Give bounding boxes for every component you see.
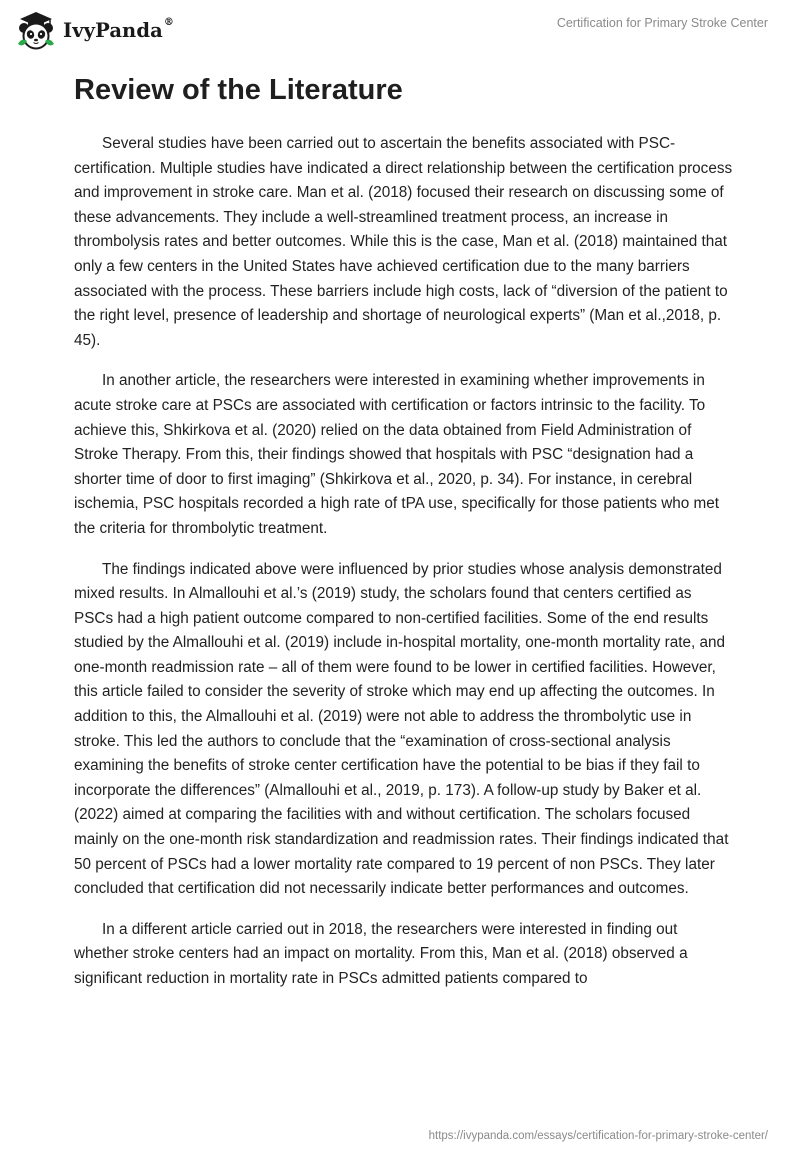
paragraph-4: In a different article carried out in 2018, the researchers were interested in finding out whether stroke centers had an impact on mortality. From this, Man et al. (2018) observed a significant reduction in mortality rate in PSCs admitted patients compared to xyxy=(74,920,688,987)
source-url[interactable]: https://ivypanda.com/essays/certification-for-primary-stroke-center/ xyxy=(428,1130,768,1142)
brand-name: IvyPanda® xyxy=(63,16,174,42)
document-title: Certification for Primary Stroke Center xyxy=(556,16,768,30)
paragraph-1: Several studies have been carried out to ascertain the benefits associated with PSC-certification. Multiple studies have indicated a direct relationship between the certification process and improvement in stroke care. Man et al. (2018) focused their research on discussing some of these advancements. They include a well-streamlined treatment process, an increase in thrombolysis rates and better outcomes. While this is the case, Man et al. (2018) maintained that only a few centers in the United States have achieved certification due to the many barriers associated with the process. These barriers include high costs, lack of “diversion of the patient to the right level, presence of leadership and shortage of neurological experts” (Man et al.,2018, p. 45). xyxy=(74,135,733,349)
paragraph-3: The findings indicated above were influenced by prior studies whose analysis demonstrated mixed results. In Almallouhi et al.’s (2019) study, the scholars found that centers certified as PSCs had a high patient outcome compared to non-certified facilities. Some of the end results studied by the Almallouhi et al. (2019) include in-hospital mortality, one-month mortality rate, and one-month readmission rate – all of them were found to be lower in certified facilities. However, this article failed to consider the severity of stroke which may end up affecting the outcomes. In addition to this, the Almallouhi et al. (2019) were not able to address the thrombolytic use in stroke. This led the authors to conclude that the “examination of cross-sectional analysis examining the benefits of stroke center certification have the potential to be bias if they fail to incorporate the differences” (Almallouhi et al., 2019, p. 173). A follow-up study by Baker et al. (2022) aimed at comparing the facilities with and without certification. The scholars focused mainly on the one-month risk standardization and readmission rates. Their findings indicated that 50 percent of PSCs had a lower mortality rate compared to 19 percent of non PSCs. They later concluded that certification did not necessarily indicate better performances and outcomes. xyxy=(74,560,729,898)
paragraph-2: In another article, the researchers were interested in examining whether improvements in acute stroke care at PSCs are associated with certification or factors intrinsic to the facility. To achieve this, Shkirkova et al. (2020) relied on the data obtained from Field Administration of Stroke Therapy. From this, their findings showed that hospitals with PSC “designation had a shorter time of door to first imaging” (Shkirkova et al., 2020, p. 34). For instance, in cerebral ischemia, PSC hospitals recorded a high rate of tPA use, specifically for those patients who met the criteria for thrombolytic treatment. xyxy=(74,372,720,537)
panda-graduate-icon xyxy=(14,8,58,52)
page-header xyxy=(0,0,800,56)
registered-mark: ® xyxy=(163,16,174,28)
section-heading: Review of the Literature xyxy=(74,74,403,106)
article-body xyxy=(74,72,734,1008)
ivypanda-logo[interactable] xyxy=(14,8,174,52)
